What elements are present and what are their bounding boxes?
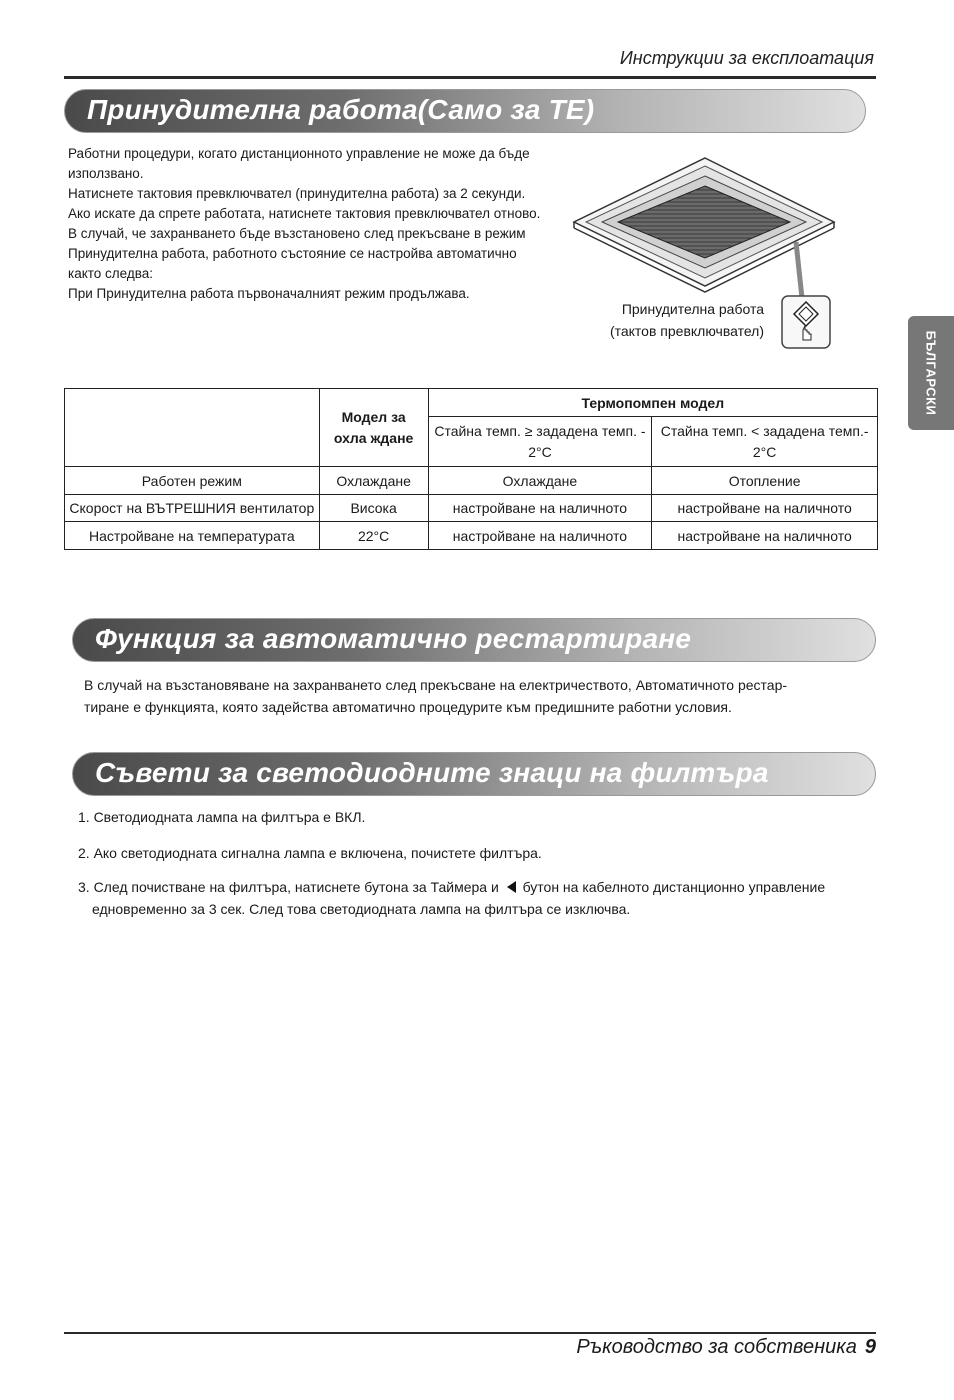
forced-line: Ако искате да спрете работата, натиснете тактовия превключвател отново. <box>68 206 541 221</box>
table-cell: Висока <box>319 495 428 522</box>
forced-text <box>68 144 568 304</box>
table-row <box>65 522 878 550</box>
table-header-heatpump: Термопомпен модел <box>428 389 877 417</box>
table-cell: 22°C <box>319 522 428 550</box>
filter-list-item-3 <box>78 876 825 920</box>
forced-line: както следва: <box>68 266 154 281</box>
footer-title: Ръководство за собственика <box>576 1336 857 1358</box>
filter-item-text: 1. Светодиодната лампа на филтъра е ВКЛ. <box>78 809 366 825</box>
filter-list-item-1 <box>78 806 365 828</box>
caption-line: Принудителна работа <box>621 301 764 317</box>
section-banner-filter <box>72 752 876 796</box>
page-number: 9 <box>864 1336 876 1358</box>
forced-operation-table <box>64 388 878 550</box>
language-tab <box>908 316 954 430</box>
table-cell: Работен режим <box>65 467 320 495</box>
forced-line: Работни процедури, когато дистанционното управление не може да бъде <box>68 146 530 161</box>
section-title-forced: Принудителна работа(Само за TE) <box>87 94 595 125</box>
header-rule <box>64 76 876 79</box>
filter-item-text: 3. След почистване на филтъра, натиснете бутона за Таймера и <box>78 879 499 895</box>
forced-line: В случай, че захранването бъде възстановено след прекъсване в режим <box>68 226 526 241</box>
forced-line: Принудителна работа, работното състояние се настройва автоматично <box>68 246 517 261</box>
table-header-cooling: Модел за охла ждане <box>319 389 428 467</box>
forced-line: използвано. <box>68 166 144 181</box>
table-cell: Отопление <box>652 467 878 495</box>
table-row <box>65 495 878 522</box>
table-cell: Скорост на ВЪТРЕШНИЯ вентилатор <box>65 495 320 522</box>
table-cell: настройване на наличното <box>652 522 878 550</box>
table-cell: настройване на наличното <box>652 495 878 522</box>
section-banner-restart <box>72 618 876 662</box>
restart-text <box>84 674 884 718</box>
table-cell: настройване на наличното <box>428 522 652 550</box>
section-title-filter: Съвети за светодиодните знаци на филтъра <box>95 757 769 788</box>
table-cell: Охлаждане <box>428 467 652 495</box>
restart-line: В случай на възстановяване на захранването след прекъсване на електричеството, Автоматичното рестар- <box>84 677 788 693</box>
table-row <box>65 389 878 417</box>
filter-item-text: едновременно за 3 сек. След това светодиодната лампа на филтъра се изключва. <box>92 901 631 917</box>
footer-rule <box>64 1332 876 1334</box>
header-title: Инструкции за експлоатация <box>619 48 874 68</box>
filter-item-text: 2. Ако светодиодната сигнална лампа е включена, почистете филтъра. <box>78 845 542 861</box>
forced-line: При Принудителна работа първоначалният режим продължава. <box>68 286 470 301</box>
table-subheader: Стайна темп. < зададена темп.- 2°C <box>652 417 878 467</box>
section-title-restart: Функция за автоматично рестартиране <box>95 623 692 654</box>
caption-line: (тактов превключвател) <box>609 323 764 339</box>
left-arrow-icon <box>507 881 516 893</box>
section-banner-forced <box>64 89 866 133</box>
footer <box>576 1336 876 1359</box>
filter-item-text: бутон на кабелното дистанционно управление <box>522 879 826 895</box>
language-tab-label: БЪЛГАРСКИ <box>923 330 939 416</box>
filter-list-item-2 <box>78 842 542 864</box>
table-cell-empty <box>65 389 320 467</box>
forced-line: Натиснете тактовия превключвател (принудителна работа) за 2 секунди. <box>68 186 526 201</box>
table-cell: Настройване на температурата <box>65 522 320 550</box>
restart-line: тиране е функцията, която задейства автоматично процедурите към предишните работни условия. <box>84 699 732 715</box>
table-cell: Охлаждане <box>319 467 428 495</box>
table-cell: настройване на наличното <box>428 495 652 522</box>
tact-switch-caption <box>610 298 764 342</box>
table-subheader: Стайна темп. ≥ зададена темп. - 2°C <box>428 417 652 467</box>
table-row <box>65 467 878 495</box>
